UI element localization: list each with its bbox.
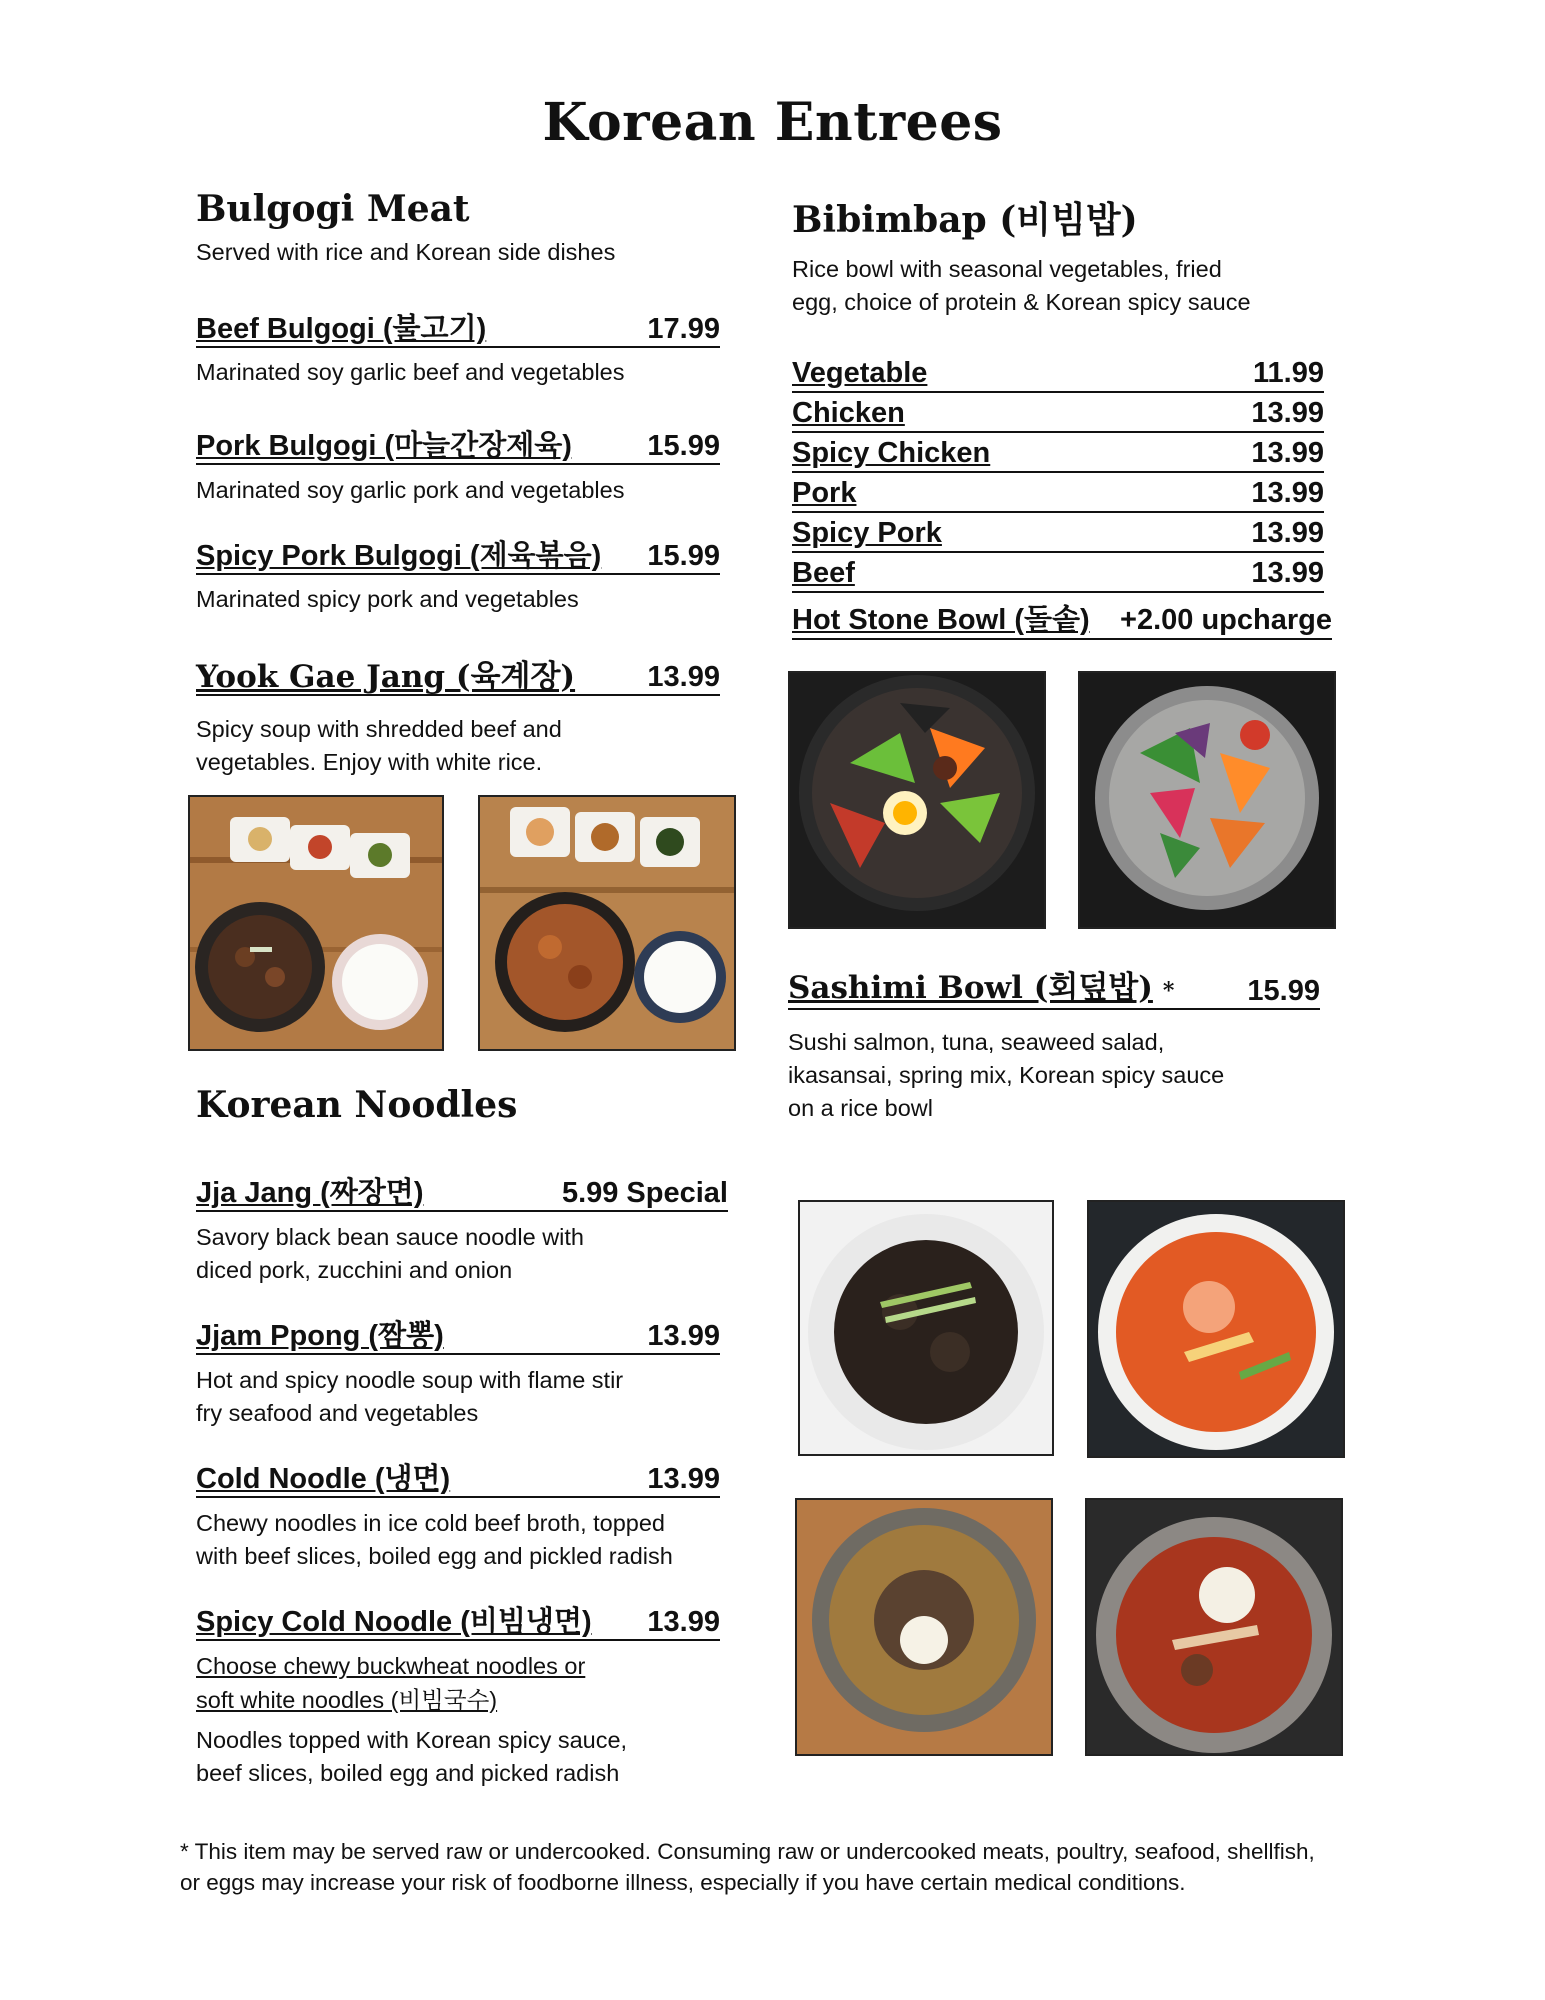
option-name: Vegetable xyxy=(792,357,928,389)
footnote: * This item may be served raw or undercooked. Consuming raw or undercooked meats, poultry, seafood, shellfish, xyxy=(180,1839,1315,1864)
item-price: 17.99 xyxy=(647,313,720,345)
item-name: Beef Bulgogi (불고기) xyxy=(196,313,487,345)
bibimbap-description: egg, choice of protein & Korean spicy sauce xyxy=(792,289,1251,315)
bibimbap-description: Rice bowl with seasonal vegetables, fried xyxy=(792,256,1222,282)
item-description: with beef slices, boiled egg and pickled radish xyxy=(196,1543,673,1569)
item-price: 13.99 xyxy=(647,1463,720,1495)
option-row xyxy=(792,353,1324,393)
item-name: Spicy Pork Bulgogi (제육볶음) xyxy=(196,540,602,572)
raw-warning-marker: * xyxy=(1162,978,1175,1004)
menu-item xyxy=(196,427,720,465)
bibimbap-photo xyxy=(788,671,1046,929)
option-row xyxy=(792,393,1324,433)
option-row xyxy=(792,553,1324,593)
item-name: Spicy Cold Noodle (비빔냉면) xyxy=(196,1606,592,1638)
noodles-heading: Korean Noodles xyxy=(196,1084,518,1126)
item-description: Marinated spicy pork and vegetables xyxy=(196,586,579,612)
menu-item xyxy=(196,1460,720,1498)
item-description: Hot and spicy noodle soup with flame stir xyxy=(196,1367,624,1393)
jjam-ppong-photo xyxy=(1087,1200,1345,1458)
item-description: vegetables. Enjoy with white rice. xyxy=(196,749,543,775)
item-description: Marinated soy garlic pork and vegetables xyxy=(196,477,625,503)
item-description: Marinated soy garlic beef and vegetables xyxy=(196,359,625,385)
item-description: Savory black bean sauce noodle with xyxy=(196,1224,584,1250)
item-description: Noodles topped with Korean spicy sauce, xyxy=(196,1727,628,1753)
beef-bulgogi-photo xyxy=(188,795,444,1051)
item-description: fry seafood and vegetables xyxy=(196,1400,479,1426)
footnote: or eggs may increase your risk of foodborne illness, especially if you have certain medical conditions. xyxy=(180,1870,1186,1895)
page-title: Korean Entrees xyxy=(542,92,1003,153)
option-price: 13.99 xyxy=(1251,437,1324,469)
sashimi-bowl-photo xyxy=(1078,671,1336,929)
item-name: Sashimi Bowl (회덮밥) xyxy=(788,970,1153,1006)
item-name: Jjam Ppong (짬뽕) xyxy=(196,1320,444,1352)
item-price: 5.99 Special xyxy=(561,1177,728,1209)
option-price: +2.00 upcharge xyxy=(1120,604,1332,636)
option-name: Spicy Chicken xyxy=(792,437,991,469)
option-name: Beef xyxy=(792,557,855,589)
item-description: Spicy soup with shredded beef and xyxy=(196,716,562,742)
item-price: 13.99 xyxy=(647,1606,720,1638)
item-description: beef slices, boiled egg and picked radish xyxy=(196,1760,620,1786)
item-description: Sushi salmon, tuna, seaweed salad, xyxy=(788,1029,1165,1055)
menu-item xyxy=(196,537,720,575)
option-row xyxy=(792,473,1324,513)
bibimbap-heading: Bibimbap (비빔밥) xyxy=(792,199,1138,241)
option-row xyxy=(792,513,1324,553)
menu-item xyxy=(196,1603,720,1641)
option-price: 13.99 xyxy=(1251,517,1324,549)
item-description: Chewy noodles in ice cold beef broth, topped xyxy=(196,1510,666,1536)
item-name: Pork Bulgogi (마늘간장제육) xyxy=(196,430,572,462)
option-name: Chicken xyxy=(792,397,905,429)
item-description: on a rice bowl xyxy=(788,1095,933,1121)
item-price: 13.99 xyxy=(647,661,720,693)
menu-item xyxy=(788,972,1320,1010)
item-price: 15.99 xyxy=(647,540,720,572)
option-price: 13.99 xyxy=(1251,557,1324,589)
option-price: 13.99 xyxy=(1251,477,1324,509)
bulgogi-heading: Bulgogi Meat xyxy=(196,188,470,230)
noodle-choice: soft white noodles (비빔국수) xyxy=(196,1687,498,1713)
option-name: Spicy Pork xyxy=(792,517,942,549)
option-price: 11.99 xyxy=(1253,357,1324,389)
spicy-cold-noodle-photo xyxy=(1085,1498,1343,1756)
item-name: Cold Noodle (냉면) xyxy=(196,1463,451,1495)
item-description: ikasansai, spring mix, Korean spicy sauce xyxy=(788,1062,1225,1088)
option-row xyxy=(792,433,1324,473)
item-name: Yook Gae Jang (육계장) xyxy=(196,659,576,695)
option-name: Pork xyxy=(792,477,857,509)
option-price: 13.99 xyxy=(1251,397,1324,429)
noodle-choice: Choose chewy buckwheat noodles or xyxy=(196,1653,586,1679)
bulgogi-subtitle: Served with rice and Korean side dishes xyxy=(196,239,616,265)
cold-noodle-photo xyxy=(795,1498,1053,1756)
menu-item xyxy=(196,658,720,696)
item-description: diced pork, zucchini and onion xyxy=(196,1257,513,1283)
bibimbap-options xyxy=(792,353,1324,593)
item-price: 15.99 xyxy=(1247,975,1320,1007)
item-name: Jja Jang (짜장면) xyxy=(196,1177,424,1209)
pork-bulgogi-photo xyxy=(478,795,736,1051)
item-price: 15.99 xyxy=(647,430,720,462)
jja-jang-photo xyxy=(798,1200,1054,1456)
menu-item xyxy=(196,1317,720,1355)
item-price: 13.99 xyxy=(647,1320,720,1352)
option-name: Hot Stone Bowl (돌솥) xyxy=(792,604,1090,636)
menu-item xyxy=(196,1174,728,1212)
menu-item xyxy=(196,310,720,348)
hot-stone-row xyxy=(792,600,1332,640)
